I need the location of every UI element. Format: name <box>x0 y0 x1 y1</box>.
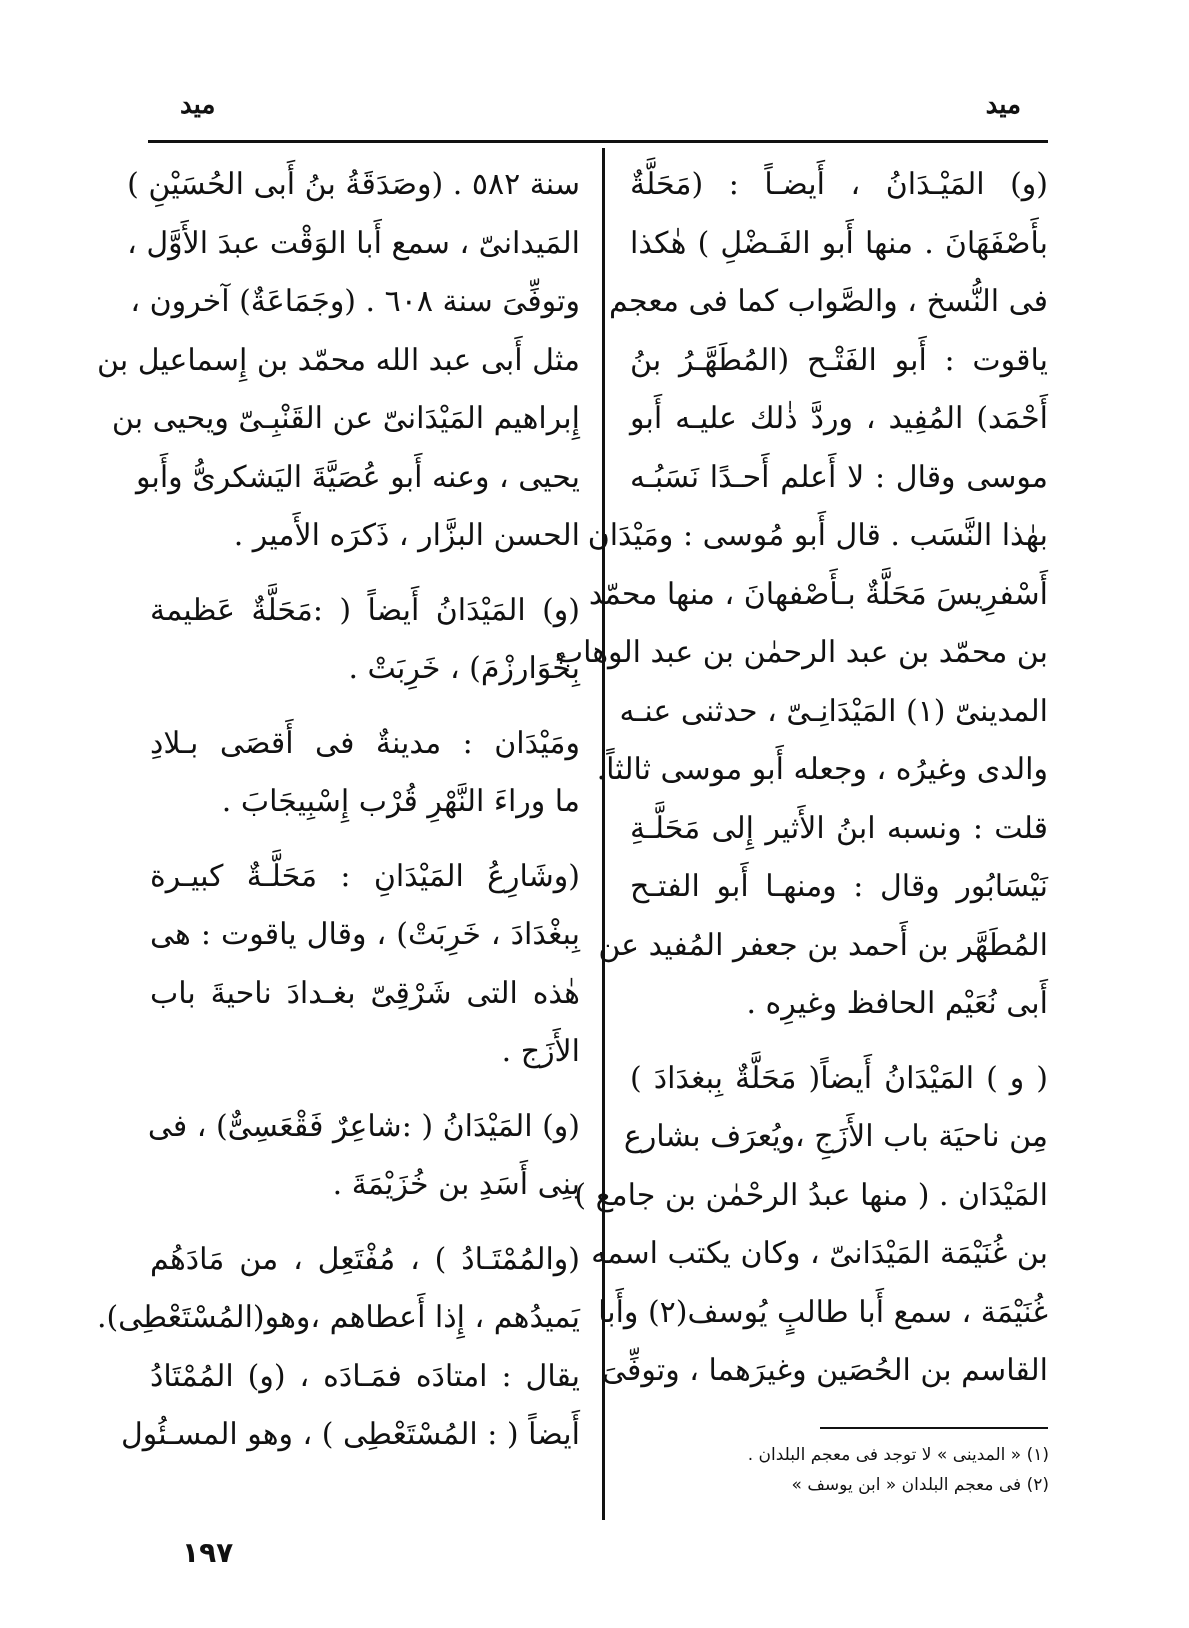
text-line: المَيدانىّ ، سمع أَبا الوَقْت عبدَ الأَوَّل ، <box>127 225 580 261</box>
entry-paragraph <box>150 715 580 832</box>
entry-paragraph <box>150 848 580 1082</box>
running-header-left: ميد <box>180 90 216 120</box>
text-line: أَيضاً ( : المُسْتَعْطِى ) ، وهو المسـئُول <box>120 1417 580 1452</box>
text-line: المُطَهَّر بن أَحمد بن جعفر المُفيد عن <box>598 927 1048 963</box>
text-line: يَميدُهم ، إِذا أَعطاهم ،وهو(المُسْتَعْطِى). <box>96 1300 580 1335</box>
text-line: ( و ) المَيْدَانُ أَيضاً( مَحَلَّةٌ بِبغدَادَ ) <box>630 1060 1048 1096</box>
text-line: يقال : امتادَه فمَـادَه ، (و) المُمْتَادُ <box>150 1358 580 1394</box>
text-line: المَيْدَان . ( منها عبدُ الرحْمٰن بن جامع ) <box>574 1177 1048 1213</box>
entry-paragraph <box>147 1098 580 1215</box>
text-line: يحيى ، وعنه أَبو عُصَيَّةَ اليَشكرىُّ وأَبو <box>136 459 580 495</box>
text-line: فى النُّسخ ، والصَّواب كما فى معجم <box>609 284 1048 319</box>
text-line: قلت : ونسبه ابنُ الأَثير إِلى مَحَلَّـةِ <box>630 810 1048 846</box>
text-line: بنِى أَسَدِ بن خُزَيْمَةَ . <box>332 1167 580 1202</box>
right-column <box>554 156 1048 1417</box>
text-line: أَسْفرِيسَ مَحَلَّةٌ بـأَصْفهانَ ، منها محمّد <box>588 576 1048 612</box>
entry-paragraph <box>554 156 1048 1034</box>
text-line: الأَزَج . <box>501 1034 580 1069</box>
footnote-1: (١) « المدينى » لا توجد فى معجم البلدان . <box>747 1445 1049 1465</box>
page-number: ١٩٧ <box>182 1536 234 1569</box>
text-line: أَبى نُعَيْم الحافظ وغيرِه . <box>746 986 1048 1021</box>
text-line: إِبراهيم المَيْدَانىّ عن القَنْبِـىّ ويحيى بن <box>111 401 580 436</box>
footnote-rule <box>820 1427 1048 1429</box>
entry-paragraph <box>96 156 580 566</box>
footnote-2: (٢) فى معجم البلدان « ابن يوسف » <box>791 1475 1049 1495</box>
text-line: ما وراءَ النَّهْرِ قُرْب إِسْبِيجَابَ . <box>221 784 580 819</box>
text-line: مِن ناحيَة باب الأَزَجِ ،ويُعرَف بشارع <box>623 1119 1048 1154</box>
text-line: (و) المَيْدَانُ أَيضاً ( :مَحَلَّةٌ عَظيمة <box>150 592 580 628</box>
running-header-right: ميد <box>985 90 1021 120</box>
text-line: بِبغْدَادَ ، خَرِبَتْ) ، وقال ياقوت : هى <box>150 917 580 952</box>
entry-paragraph <box>150 582 580 699</box>
text-line: سنة ٥٨٢ . (وصَدَقَةُ بنُ أَبى الحُسَيْنِ ) <box>127 167 580 202</box>
text-line: (وشَارِعُ المَيْدَانِ : مَحَلَّـةٌ كبيـرة <box>150 858 580 894</box>
text-line: بن غُنَيْمَة المَيْدَانىّ ، وكان يكتب اسمه <box>591 1236 1048 1271</box>
text-line: هٰذه التى شَرْقِىّ بغـدادَ ناحيةَ باب <box>150 975 580 1011</box>
text-line: ياقوت : أَبو الفَتْـح (المُطَهَّـرُ بنُ <box>630 342 1048 378</box>
text-line: بأَصْفَهَانَ . منها أَبو الفَـضْلِ ) هٰكذا <box>630 225 1048 261</box>
text-line: الحسن البزَّار ، ذَكرَه الأَمير . <box>233 518 580 553</box>
entry-paragraph <box>574 1050 1048 1401</box>
text-line: والدى وغيرُه ، وجعله أَبو موسى ثالثاً. <box>596 752 1048 787</box>
text-line: (و) المَيْدَانُ ( :شاعِرٌ فَقْعَسِىٌّ) ، فى <box>147 1108 580 1144</box>
text-line: (و) المَيْـدَانُ ، أَيضـاً : (مَحَلَّةٌ <box>630 167 1048 202</box>
text-line: المدينىّ (١) المَيْدَانِـىّ ، حدثنى عنـه <box>619 693 1048 729</box>
text-line: غُنَيْمَة ، سمع أَبا طالبٍ يُوسف(٢) وأَبا <box>598 1294 1048 1330</box>
text-line: (والمُمْتَـادُ ) ، مُفْتَعِل ، من مَادَهُم <box>150 1241 580 1277</box>
text-line: وتوفِّىَ سنة ٦٠٨ . (وجَمَاعَةٌ) آخرون ، <box>130 284 580 319</box>
entry-paragraph <box>96 1231 580 1465</box>
text-line: مثل أَبى عبد الله محمّد بن إِسماعيل بن <box>96 342 580 378</box>
text-line: بِخُوَارزْمَ) ، خَرِبَتْ . <box>348 651 580 686</box>
left-column <box>96 156 580 1481</box>
text-line: القاسم بن الحُصَين وغيرَهما ، وتوفِّىَ <box>602 1353 1048 1388</box>
text-line: ومَيْدَان : مدينةٌ فى أَقصَى بـلادِ <box>150 725 580 761</box>
text-line: نَيْسَابُور وقال : ومنهـا أَبو الفتـح <box>630 869 1048 904</box>
text-line: موسى وقال : لا أَعلم أَحـدًا نَسَبُـه <box>630 459 1048 495</box>
footnotes <box>619 1440 1049 1500</box>
text-line: بن محمّد بن عبد الرحمٰن بن عبد الوهاب <box>554 635 1048 670</box>
header-rule <box>148 140 1048 143</box>
text-line: بهٰذا النَّسَب . قال أَبو مُوسى : ومَيْدَان <box>587 518 1048 553</box>
text-line: أَحْمَد) المُفِيد ، وردَّ ذٰلك عليـه أَبو <box>630 401 1048 436</box>
